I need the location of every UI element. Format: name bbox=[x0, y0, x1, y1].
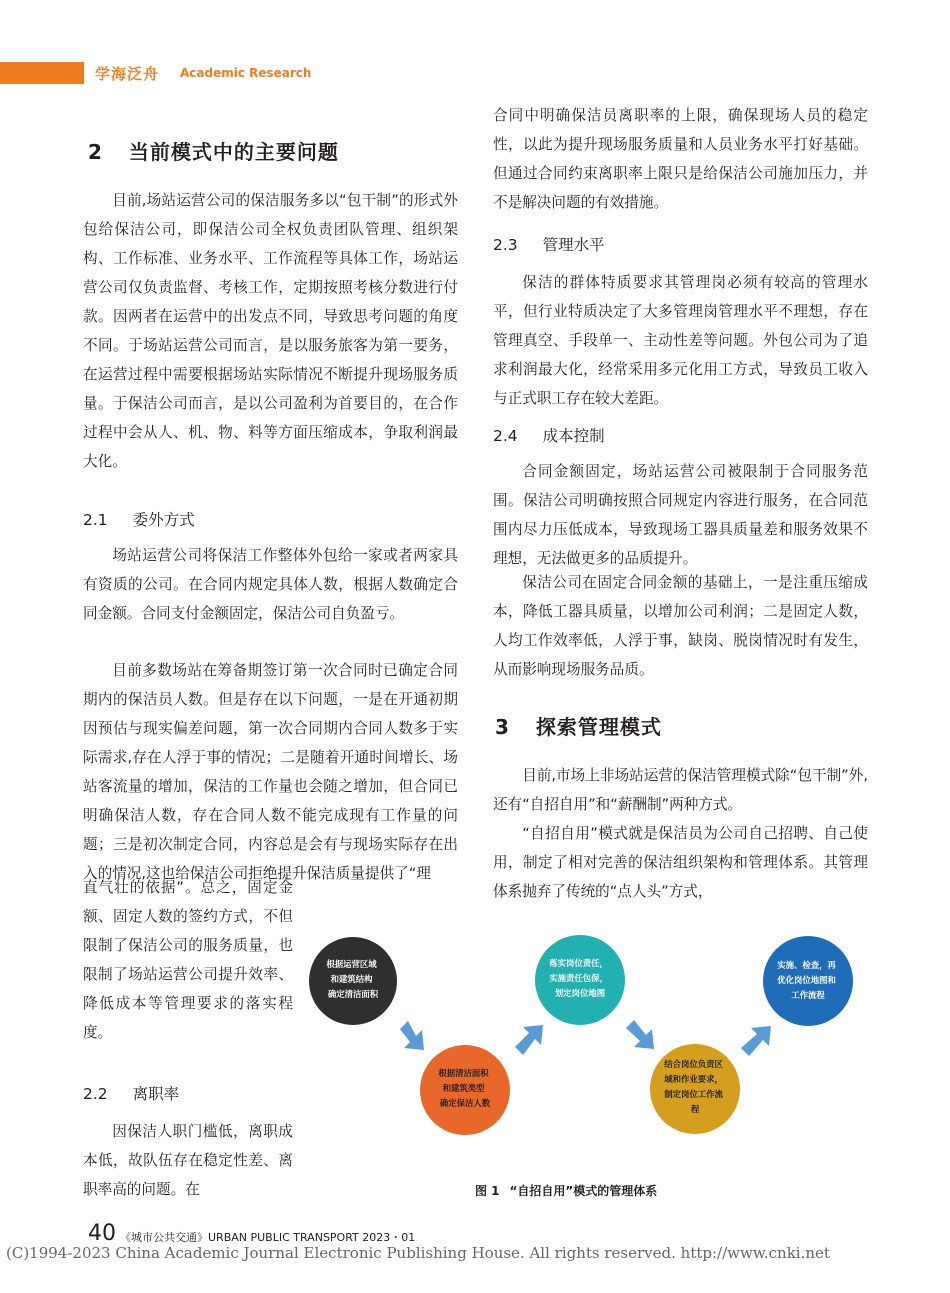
section-title: 当前模式中的主要问题 bbox=[128, 140, 339, 164]
header-title: 学海泛舟 bbox=[95, 65, 160, 83]
figure-number: 图 1 bbox=[475, 1184, 500, 1198]
arrow-down-right-icon bbox=[626, 1020, 654, 1049]
step-2-text bbox=[438, 1068, 491, 1108]
step-line: 工作流程 bbox=[791, 990, 825, 1000]
section-number: 2 bbox=[88, 140, 103, 164]
copyright-line: (C)1994-2023 China Academic Journal Electronic Publishing House. All rights reserved. http://www.cnki.net bbox=[6, 1244, 830, 1262]
step-line: 和建筑结构 bbox=[330, 974, 373, 984]
paragraph: 场站运营公司将保洁工作整体外包给一家或者两家具有资质的公司。在合同内规定具体人数，根据人数确定合同金额。合同支付金额固定，保洁公司自负盈亏。 bbox=[83, 547, 458, 622]
step-line: 结合岗位负责区 bbox=[664, 1059, 723, 1069]
step-3-text bbox=[549, 958, 611, 998]
step-line: 程 bbox=[690, 1104, 700, 1114]
paragraph: 合同金额固定，场站运营公司被限制于合同服务范围。保洁公司明确按照合同规定内容进行服务，在合同范围内尽力压低成本，导致现场工器具质量差和服务效果不理想，无法做更多的品质提升。 bbox=[493, 463, 868, 567]
page-number: 40 bbox=[88, 1221, 116, 1246]
section-number: 2.3 bbox=[493, 236, 518, 254]
header-accent-bar bbox=[0, 62, 84, 84]
section-number: 2.4 bbox=[493, 427, 518, 445]
step-line: 实施责任包保， bbox=[549, 973, 608, 983]
step-line: 域和作业要求， bbox=[664, 1074, 723, 1084]
section-title: 委外方式 bbox=[132, 511, 195, 529]
step-line: 根据清洁面积 bbox=[438, 1068, 489, 1078]
step-line: 制定岗位工作流 bbox=[664, 1089, 723, 1099]
arrow-up-right-icon bbox=[741, 1026, 771, 1056]
step-line: 实施、检查，再 bbox=[777, 960, 836, 970]
section-number: 3 bbox=[495, 715, 510, 739]
paragraph: 目前,场站运营公司的保洁服务多以“包干制”的形式外包给保洁公司，即保洁公司全权负责团队管理、组织架构、工作标准、业务水平、工作流程等具体工作，场站运营公司仅负责监督、考核工作，定期按照考核分数进行付款。因两者在运营中的出发点不同，导致思考问题的角度不同。于场站运营公司而言，是以服务旅客为第一要务，在运营过程中需要根据场站实际情况不断提升现场服务质量。于保洁公司而言，是以公司盈利为首要目的，在合作过程中会从人、机、物、料等方面压缩成本，争取利润最大化。 bbox=[83, 192, 458, 470]
step-line: 落实岗位责任， bbox=[549, 958, 608, 968]
section-number: 2.2 bbox=[83, 1085, 108, 1103]
section-title: 离职率 bbox=[132, 1085, 180, 1103]
arrow-down-right-icon bbox=[400, 1021, 424, 1050]
paragraph: “自招自用”模式就是保洁员为公司自己招聘、自己使用，制定了相对完善的保洁组织架构和管理体系。其管理体系抛弃了传统的“点人头”方式， bbox=[493, 825, 868, 900]
step-1-text bbox=[326, 959, 379, 999]
paragraph-continued: 合同中明确保洁员离职率的上限，确保现场人员的稳定性，以此为提升现场服务质量和人员业务水平打好基础。但通过合同约束离职率上限只是给保洁公司施加压力，并不是解决问题的有效措施。 bbox=[493, 107, 868, 211]
paragraph: 保洁公司在固定合同金额的基础上，一是注重压缩成本，降低工器具质量，以增加公司利润；二是固定人数，人均工作效率低，人浮于事，缺岗、脱岗情况时有发生，从而影响现场服务品质。 bbox=[493, 574, 868, 678]
step-line: 优化岗位地图和 bbox=[777, 975, 836, 985]
paragraph: 因保洁人职门槛低，离职成本低，故队伍存在稳定性差、离职率高的问题。在 bbox=[83, 1123, 293, 1198]
step-line: 确定清洁面积 bbox=[327, 989, 379, 999]
step-line: 确定保洁人数 bbox=[439, 1098, 491, 1108]
management-system-diagram bbox=[308, 921, 858, 1165]
figure-caption-text: “自招自用”模式的管理体系 bbox=[509, 1184, 658, 1198]
section-3-heading bbox=[495, 711, 662, 740]
section-2-4-heading bbox=[493, 424, 605, 446]
paragraph: 目前多数场站在筹备期签订第一次合同时已确定合同期内的保洁员人数。但是存在以下问题，一是在开通初期因预估与现实偏差问题，第一次合同期内合同人数多于实际需求,存在人浮于事的情况；二是随着开通时间增长、场站客流量的增加，保洁的工作量也会随之增加，但合同已明确保洁人数，存在合同人数不能完成现有工作量的问题；三是初次制定合同，内容总是会有与现场实际存在出入的情况,这也给保洁公司拒绝提升保洁质量提供了“理 bbox=[83, 662, 458, 882]
journal-info: 《城市公共交通》URBAN PUBLIC TRANSPORT 2023・01 bbox=[120, 1231, 416, 1244]
section-2-3-heading bbox=[493, 233, 605, 255]
section-title: 探索管理模式 bbox=[535, 715, 662, 739]
step-line: 和建筑类型 bbox=[442, 1083, 485, 1093]
section-2-2-heading bbox=[83, 1082, 179, 1104]
paragraph: 目前,市场上非场站运营的保洁管理模式除“包干制”外,还有“自招自用”和“薪酬制”两种方式。 bbox=[493, 767, 868, 813]
section-2-heading bbox=[88, 136, 339, 165]
section-2-1-heading bbox=[83, 508, 195, 530]
figure-caption bbox=[475, 1182, 657, 1199]
step-line: 根据运营区域 bbox=[326, 959, 377, 969]
paragraph-continued: 直气壮的依据”。总之，固定金额、固定人数的签约方式，不但限制了保洁公司的服务质量，也限制了场站运营公司提升效率、降低成本等管理要求的落实程度。 bbox=[83, 879, 293, 1041]
header-subtitle: Academic Research bbox=[180, 66, 312, 80]
section-number: 2.1 bbox=[83, 511, 108, 529]
section-title: 管理水平 bbox=[542, 236, 605, 254]
section-title: 成本控制 bbox=[542, 427, 605, 445]
paragraph: 保洁的群体特质要求其管理岗必须有较高的管理水平，但行业特质决定了大多管理岗管理水平不理想，存在管理真空、手段单一、主动性差等问题。外包公司为了追求利润最大化，经常采用多元化用工方式，导致员工收入与正式职工存在较大差距。 bbox=[493, 274, 868, 407]
step-line: 划定岗位地图 bbox=[554, 988, 606, 998]
arrow-up-right-icon bbox=[515, 1025, 543, 1055]
